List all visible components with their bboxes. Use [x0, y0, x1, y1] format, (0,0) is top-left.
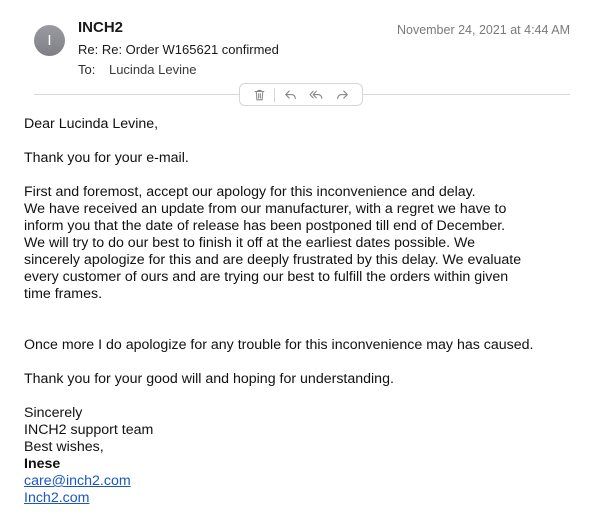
signer-name: Inese — [24, 456, 61, 472]
paragraph-line: We have received an update from our manufacturer, with a regret we have to — [24, 201, 507, 217]
email-date: November 24, 2021 at 4:44 AM — [396, 23, 570, 37]
team-name: INCH2 support team — [24, 422, 154, 438]
apology-line: Once more I do apologize for any trouble for this inconvenience may has caused. — [24, 337, 534, 353]
reply-all-icon — [309, 88, 324, 102]
recipient-name[interactable]: Lucinda Levine — [108, 62, 197, 77]
trash-icon — [252, 88, 267, 102]
paragraph-line: We will try to do our best to finish it off at the earliest dates possible. We — [24, 235, 476, 251]
paragraph-line: time frames. — [24, 286, 103, 302]
wishes: Best wishes, — [24, 439, 104, 455]
avatar-initial: I — [47, 32, 52, 49]
sender-avatar — [34, 25, 65, 56]
email-link[interactable]: care@inch2.com — [24, 473, 131, 489]
paragraph-line: First and foremost, accept our apology for this inconvenience and delay. — [24, 184, 476, 200]
to-label: To: — [78, 62, 96, 77]
goodwill-line: Thank you for your good will and hoping for understanding. — [24, 371, 394, 387]
reply-icon — [283, 88, 298, 102]
toolbar-separator — [274, 88, 275, 102]
greeting: Dear Lucinda Levine, — [24, 116, 159, 132]
website-link[interactable]: Inch2.com — [24, 490, 90, 506]
email-subject: Re: Re: Order W165621 confirmed — [78, 42, 279, 57]
delete-button[interactable] — [248, 86, 270, 104]
signoff: Sincerely — [24, 405, 83, 421]
email-body — [24, 116, 584, 507]
apology-paragraph — [24, 184, 584, 303]
reply-button[interactable] — [279, 86, 301, 104]
paragraph-line: every customer of ours and are trying our best to fulfill the orders within given — [24, 269, 509, 285]
message-toolbar — [239, 83, 363, 106]
thanks-line: Thank you for your e-mail. — [24, 150, 189, 166]
paragraph-line: sincerely apologize for this and are deeply frustrated by this delay. We evaluate — [24, 252, 522, 268]
reply-all-button[interactable] — [306, 86, 328, 104]
forward-button[interactable] — [332, 86, 354, 104]
paragraph-line: inform you that the date of release has been postponed till end of December. — [24, 218, 506, 234]
sender-name: INCH2 — [78, 19, 124, 36]
recipient-row — [78, 62, 196, 77]
forward-icon — [335, 88, 350, 102]
